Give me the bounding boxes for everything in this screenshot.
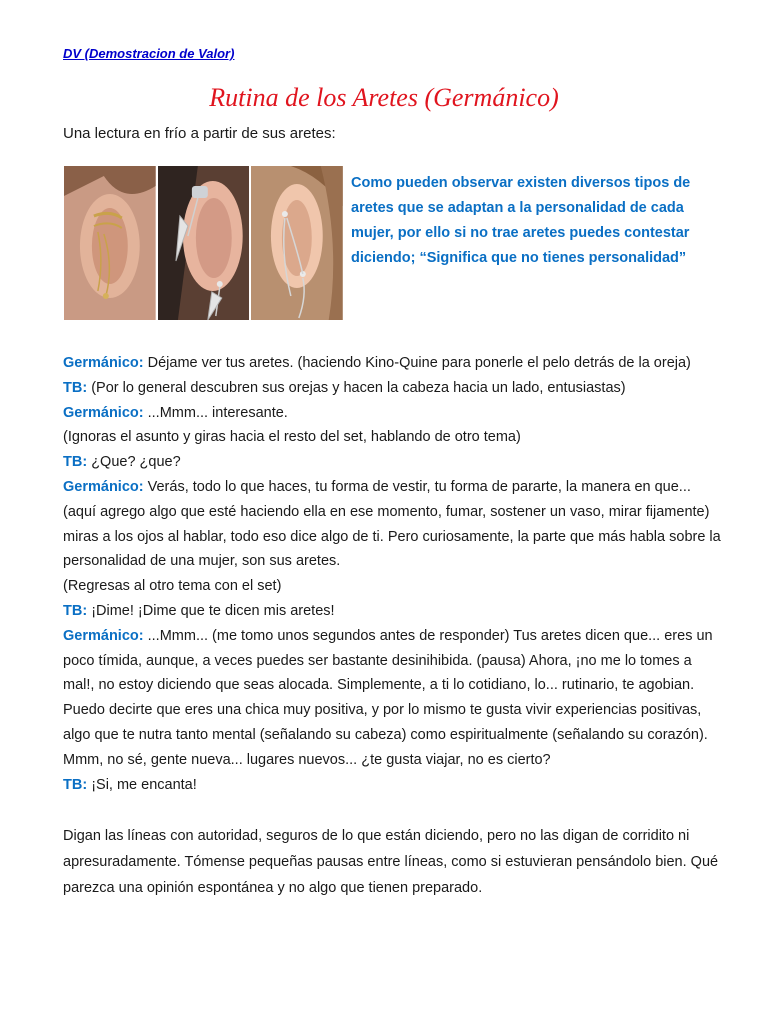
ear-cuff-chain-photo [64,166,156,320]
speaker-label: Germánico: [63,478,144,495]
line-text: Verás, todo lo que haces, tu forma de vestir, tu forma de pararte, la manera en que... (aquí agrego algo que esté haciendo ella en ese momento, fumar, sostener un vaso, mirar fijamente) miras a los ojos al hablar, todo eso dice algo de ti. Pero curiosamente, la parte que más habla sobre la personalidad de una mujer, son sus aretes. [63,478,721,570]
line-text: (Ignoras el asunto y giras hacia el resto del set, hablando de otro tema) [63,429,521,446]
speaker-label: TB: [63,776,88,793]
dialogue-line [63,599,727,624]
line-text: ¡Si, me encanta! [87,776,197,793]
dialogue-line [63,425,727,450]
speaker-label: TB: [63,602,88,619]
dialogue-line [63,475,727,574]
page-title: Rutina de los Aretes (Germánico) [209,83,559,112]
line-text: ¿Que? ¿que? [87,454,181,471]
speaker-label: Germánico: [63,627,144,644]
speaker-label: TB: [63,454,88,471]
line-text: Déjame ver tus aretes. (haciendo Kino-Quine para ponerle el pelo detrás de la oreja) [143,355,691,371]
line-text: ...Mmm... (me tomo unos segundos antes de responder) Tus aretes dicen que... eres un poco tímida, aunque, a veces puedes ser bastante desinihibida. (pausa) Ahora, ¡no me lo tomes a mal!, no estoy diciendo que seas alocada. Simplemente, a ti lo cotidiano, lo... rutinario, te agobian. Puedo decirte que eres una chica muy positiva, y por lo mismo te gusta vivir experiencias positivas, algo que te nutra tanto mental (señalando su cabeza) como espiritualmente (señalando su corazón). Mmm, no sé, gente nueva... lugares nuevos... ¿te gusta viajar, no es cierto? [63,627,713,768]
demostracion-valor-link[interactable]: DV (Demostracion de Valor) [63,46,235,61]
closing-paragraph: Digan las líneas con autoridad, seguros de lo que están diciendo, pero no las digan de corridito ni apresuradamente. Tómense pequeñas pausas entre líneas, como si estuvieran pensándolo bien. Qué parezca una opinión espontánea y no algo que tienen preparado. [63,828,719,896]
line-text: ...Mmm... interesante. [143,404,288,421]
speaker-label: Germánico: [63,355,144,371]
dialogue-line [63,773,727,798]
dialogue-line [63,351,727,376]
intro-text: Una lectura en frío a partir de sus aretes: [63,125,336,142]
dialogue-line [63,450,727,475]
speaker-label: Germánico: [63,404,144,421]
chain-earring-photo [251,166,343,320]
dialogue-line [63,401,727,426]
earrings-photo-strip [64,166,343,320]
callout-text: Como pueden observar existen diversos tipos de aretes que se adaptan a la personalidad de cada mujer, por ello si no trae aretes puedes contestar diciendo; “Significa que no tienes personalidad” [351,175,691,266]
wing-earring-photo [158,166,250,320]
speaker-label: TB: [63,379,88,396]
line-text: ¡Dime! ¡Dime que te dicen mis aretes! [87,602,335,619]
dialogue-line [63,574,727,599]
line-text: (Por lo general descubren sus orejas y hacen la cabeza hacia un lado, entusiastas) [87,379,626,396]
line-text: (Regresas al otro tema con el set) [63,578,282,595]
dialogue-line [63,376,727,401]
dialogue-line [63,624,727,773]
dialogue-section [63,351,727,797]
